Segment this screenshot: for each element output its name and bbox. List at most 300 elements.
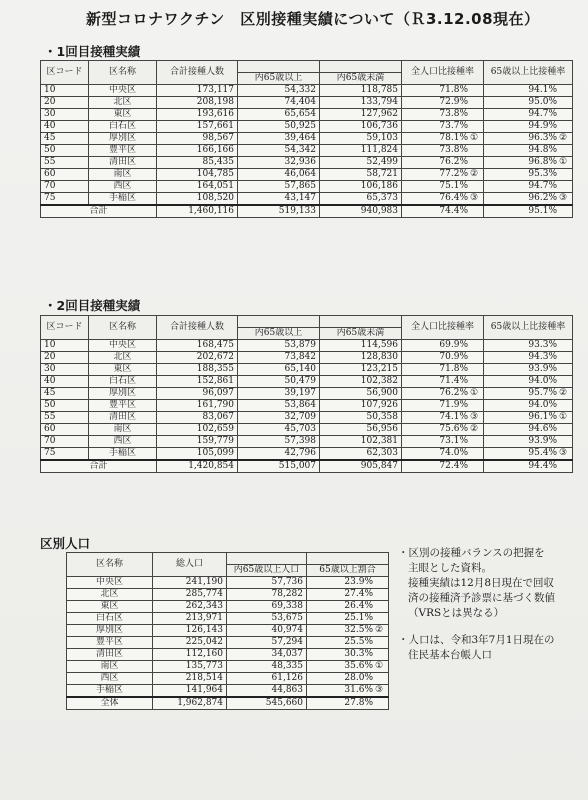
table-row — [41, 340, 573, 352]
total-total: 1,460,116 — [157, 205, 238, 218]
cell-over65: 44,863 — [227, 685, 307, 698]
cell-name: 西区 — [89, 181, 157, 193]
table-row — [67, 637, 389, 649]
cell-rate-all-value: 71.4% — [439, 376, 468, 386]
cell-over65: 40,974 — [227, 625, 307, 637]
table-row — [67, 673, 389, 685]
cell-rate-all-value: 78.1% — [439, 133, 468, 143]
table-row — [41, 412, 573, 424]
cell-over65: 65,654 — [238, 109, 320, 121]
cell-rate-65-value: 94.6% — [528, 424, 557, 434]
cell-rate-65 — [484, 340, 573, 352]
header-rate-65: 65歳以上比接種率 — [484, 316, 573, 340]
cell-code: 45 — [41, 388, 89, 400]
cell-name: 厚別区 — [67, 625, 153, 637]
note-line: 主眼とした資料。 — [408, 562, 492, 574]
total-label: 全体 — [67, 697, 153, 710]
table-row — [41, 157, 573, 169]
cell-rate-all — [402, 448, 484, 461]
cell-code: 20 — [41, 352, 89, 364]
cell-rate-65 — [484, 157, 573, 169]
dose2-heading: ・2回目接種実績 — [44, 298, 141, 313]
cell-rate-all-value: 69.9% — [439, 340, 468, 350]
note-line: （VRSとは異なる） — [408, 607, 505, 619]
cell-total: 102,659 — [157, 424, 238, 436]
population-heading: 区別人口 — [40, 536, 91, 551]
header-rate-65: 65歳以上比接種率 — [484, 61, 573, 85]
cell-over65: 32,709 — [238, 412, 320, 424]
rank-mark: ② — [470, 169, 479, 179]
cell-ratio — [307, 673, 389, 685]
cell-name: 厚別区 — [89, 133, 157, 145]
cell-rate-all-value: 71.8% — [439, 85, 468, 95]
table-row — [67, 685, 389, 698]
cell-over65: 65,140 — [238, 364, 320, 376]
cell-under65: 102,382 — [320, 376, 402, 388]
cell-rate-all — [402, 133, 484, 145]
cell-ratio-value: 30.3% — [344, 649, 373, 659]
table-row — [67, 613, 389, 625]
table-row — [41, 169, 573, 181]
table-row — [41, 193, 573, 206]
cell-code: 70 — [41, 436, 89, 448]
cell-total: 173,117 — [157, 85, 238, 97]
cell-ratio — [307, 661, 389, 673]
cell-rate-65-value: 95.0% — [528, 97, 557, 107]
cell-total: 218,514 — [153, 673, 227, 685]
cell-under65: 111,824 — [320, 145, 402, 157]
cell-rate-65-value: 94.0% — [528, 376, 557, 386]
rank-mark: ② — [470, 424, 479, 434]
cell-rate-65 — [484, 388, 573, 400]
header-over65: 内65歳以上 — [238, 73, 320, 85]
cell-name: 豊平区 — [89, 145, 157, 157]
cell-total: 159,779 — [157, 436, 238, 448]
cell-rate-65-value: 95.4% — [528, 448, 557, 458]
cell-ratio-value: 35.6% — [344, 661, 373, 671]
cell-total: 262,343 — [153, 601, 227, 613]
total-label: 合計 — [41, 460, 157, 473]
table-row — [41, 181, 573, 193]
header-code: 区コード — [41, 316, 89, 340]
cell-rate-65-value: 95.3% — [528, 169, 557, 179]
cell-code: 20 — [41, 97, 89, 109]
table-row — [41, 424, 573, 436]
cell-rate-all — [402, 340, 484, 352]
cell-ratio — [307, 577, 389, 589]
note-line: ・区別の接種バランスの把握を — [398, 547, 545, 559]
cell-name: 豊平区 — [89, 400, 157, 412]
total-rate-all — [402, 460, 484, 473]
table-row — [41, 436, 573, 448]
cell-total: 152,861 — [157, 376, 238, 388]
cell-name: 白石区 — [89, 121, 157, 133]
cell-ratio-value: 27.4% — [344, 589, 373, 599]
cell-code: 75 — [41, 448, 89, 461]
table-row — [41, 145, 573, 157]
cell-name: 中央区 — [89, 340, 157, 352]
rank-mark: ③ — [559, 193, 568, 203]
cell-over65: 42,796 — [238, 448, 320, 461]
cell-over65: 57,294 — [227, 637, 307, 649]
cell-ratio-value: 25.5% — [344, 637, 373, 647]
dose1-body — [41, 85, 573, 218]
total-over65: 515,007 — [238, 460, 320, 473]
cell-code: 40 — [41, 376, 89, 388]
cell-under65: 128,830 — [320, 352, 402, 364]
cell-rate-65-value: 94.1% — [528, 85, 557, 95]
header-name: 区名称 — [89, 61, 157, 85]
cell-code: 70 — [41, 181, 89, 193]
cell-under65: 133,794 — [320, 97, 402, 109]
cell-over65: 43,147 — [238, 193, 320, 206]
cell-ratio — [307, 613, 389, 625]
cell-total: 202,672 — [157, 352, 238, 364]
cell-ratio — [307, 637, 389, 649]
table-row — [41, 388, 573, 400]
cell-total: 188,355 — [157, 364, 238, 376]
cell-total: 104,785 — [157, 169, 238, 181]
total-row — [41, 460, 573, 473]
cell-name: 東区 — [89, 364, 157, 376]
cell-rate-65 — [484, 109, 573, 121]
cell-ratio-value: 23.9% — [344, 577, 373, 587]
cell-total: 126,143 — [153, 625, 227, 637]
cell-code: 30 — [41, 364, 89, 376]
cell-over65: 45,703 — [238, 424, 320, 436]
cell-rate-65 — [484, 400, 573, 412]
cell-name: 西区 — [89, 436, 157, 448]
rank-mark: ① — [559, 157, 568, 167]
cell-rate-65 — [484, 85, 573, 97]
cell-name: 清田区 — [89, 412, 157, 424]
total-row — [41, 205, 573, 218]
cell-code: 60 — [41, 169, 89, 181]
cell-name: 清田区 — [89, 157, 157, 169]
cell-total: 96,097 — [157, 388, 238, 400]
cell-total: 168,475 — [157, 340, 238, 352]
cell-under65: 62,303 — [320, 448, 402, 461]
cell-rate-all — [402, 193, 484, 206]
total-label: 合計 — [41, 205, 157, 218]
cell-over65: 53,879 — [238, 340, 320, 352]
cell-rate-65 — [484, 424, 573, 436]
cell-rate-all — [402, 169, 484, 181]
cell-rate-all — [402, 157, 484, 169]
cell-rate-all — [402, 181, 484, 193]
total-under65: 905,847 — [320, 460, 402, 473]
cell-name: 南区 — [89, 169, 157, 181]
cell-over65: 78,282 — [227, 589, 307, 601]
cell-total: 85,435 — [157, 157, 238, 169]
cell-rate-65-value: 96.2% — [528, 193, 557, 203]
cell-rate-65-value: 95.7% — [528, 388, 557, 398]
cell-total: 285,774 — [153, 589, 227, 601]
cell-total: 83,067 — [157, 412, 238, 424]
cell-under65: 107,926 — [320, 400, 402, 412]
population-table — [66, 552, 389, 710]
table-row — [41, 133, 573, 145]
table-row — [41, 121, 573, 133]
cell-code: 60 — [41, 424, 89, 436]
cell-name: 手稲区 — [89, 193, 157, 206]
cell-code: 50 — [41, 145, 89, 157]
header-rate-all: 全人口比接種率 — [402, 61, 484, 85]
pop-header-name: 区名称 — [67, 553, 153, 577]
cell-total: 164,051 — [157, 181, 238, 193]
cell-rate-65 — [484, 376, 573, 388]
dose1-heading: ・1回目接種実績 — [44, 44, 141, 59]
cell-over65: 53,864 — [238, 400, 320, 412]
cell-rate-65 — [484, 436, 573, 448]
cell-total: 105,099 — [157, 448, 238, 461]
rank-mark: ② — [559, 388, 568, 398]
header-rate-all: 全人口比接種率 — [402, 316, 484, 340]
header-code: 区コード — [41, 61, 89, 85]
header-name: 区名称 — [89, 316, 157, 340]
cell-over65: 61,126 — [227, 673, 307, 685]
rank-mark: ③ — [470, 193, 479, 203]
cell-under65: 106,186 — [320, 181, 402, 193]
notes — [398, 546, 578, 675]
cell-rate-all — [402, 400, 484, 412]
cell-under65: 50,358 — [320, 412, 402, 424]
cell-rate-all-value: 73.7% — [439, 121, 468, 131]
cell-over65: 73,842 — [238, 352, 320, 364]
cell-rate-all-value: 76.4% — [439, 193, 468, 203]
total-total: 1,420,854 — [157, 460, 238, 473]
cell-name: 清田区 — [67, 649, 153, 661]
note-line: 接種実績は12月8日現在で回収 — [408, 577, 555, 589]
cell-rate-all-value: 73.8% — [439, 109, 468, 119]
cell-under65: 102,381 — [320, 436, 402, 448]
cell-over65: 57,398 — [238, 436, 320, 448]
cell-rate-65 — [484, 364, 573, 376]
cell-ratio-value: 31.6% — [344, 685, 373, 695]
total-over65: 545,660 — [227, 697, 307, 710]
cell-total: 161,790 — [157, 400, 238, 412]
cell-code: 10 — [41, 85, 89, 97]
cell-rate-65 — [484, 133, 573, 145]
dose2-body — [41, 340, 573, 473]
cell-total: 135,773 — [153, 661, 227, 673]
cell-rate-65 — [484, 181, 573, 193]
cell-over65: 57,736 — [227, 577, 307, 589]
total-rate-65-value: 95.1% — [528, 206, 557, 216]
cell-rate-all-value: 72.9% — [439, 97, 468, 107]
header-over65: 内65歳以上 — [238, 328, 320, 340]
cell-rate-all — [402, 364, 484, 376]
cell-over65: 50,479 — [238, 376, 320, 388]
cell-rate-65-value: 93.3% — [528, 340, 557, 350]
cell-total: 157,661 — [157, 121, 238, 133]
cell-rate-all — [402, 85, 484, 97]
table-row — [41, 376, 573, 388]
cell-rate-65-value: 93.9% — [528, 436, 557, 446]
cell-over65: 74,404 — [238, 97, 320, 109]
cell-ratio — [307, 649, 389, 661]
cell-total: 108,520 — [157, 193, 238, 206]
total-total: 1,962,874 — [153, 697, 227, 710]
cell-name: 西区 — [67, 673, 153, 685]
cell-code: 40 — [41, 121, 89, 133]
header-under65: 内65歳未満 — [320, 328, 402, 340]
cell-rate-all-value: 71.9% — [439, 400, 468, 410]
cell-under65: 114,596 — [320, 340, 402, 352]
cell-under65: 118,785 — [320, 85, 402, 97]
cell-code: 75 — [41, 193, 89, 206]
cell-rate-all — [402, 97, 484, 109]
total-over65: 519,133 — [238, 205, 320, 218]
cell-over65: 50,925 — [238, 121, 320, 133]
cell-name: 北区 — [89, 97, 157, 109]
cell-code: 55 — [41, 412, 89, 424]
cell-under65: 56,956 — [320, 424, 402, 436]
total-rate-65-value: 94.4% — [528, 461, 557, 471]
cell-rate-all-value: 75.1% — [439, 181, 468, 191]
table-row — [41, 97, 573, 109]
cell-rate-all-value: 73.8% — [439, 145, 468, 155]
cell-total: 241,190 — [153, 577, 227, 589]
table-row — [67, 601, 389, 613]
population-body — [67, 577, 389, 710]
rank-mark: ① — [470, 388, 479, 398]
rank-mark: ③ — [375, 685, 384, 695]
pop-header-ratio: 65歳以上割合 — [307, 565, 389, 577]
cell-rate-all — [402, 424, 484, 436]
document-title: 新型コロナワクチン 区別接種実績について（Ｒ3.12.08現在） — [86, 10, 540, 28]
cell-rate-65-value: 94.7% — [528, 181, 557, 191]
cell-over65: 54,342 — [238, 145, 320, 157]
cell-rate-all-value: 73.1% — [439, 436, 468, 446]
cell-name: 南区 — [89, 424, 157, 436]
cell-total: 193,616 — [157, 109, 238, 121]
cell-over65: 46,064 — [238, 169, 320, 181]
cell-ratio — [307, 685, 389, 698]
cell-rate-65-value: 96.3% — [528, 133, 557, 143]
cell-ratio — [307, 589, 389, 601]
table-row — [67, 577, 389, 589]
cell-name: 東区 — [67, 601, 153, 613]
cell-rate-all-value: 74.1% — [439, 412, 468, 422]
cell-name: 南区 — [67, 661, 153, 673]
note-line: 住民基本台帳人口 — [408, 649, 492, 661]
cell-over65: 53,675 — [227, 613, 307, 625]
table-row — [41, 448, 573, 461]
cell-rate-65 — [484, 121, 573, 133]
cell-rate-65-value: 94.9% — [528, 121, 557, 131]
cell-rate-65 — [484, 97, 573, 109]
table-row — [41, 400, 573, 412]
cell-rate-65-value: 94.7% — [528, 109, 557, 119]
cell-under65: 127,962 — [320, 109, 402, 121]
cell-name: 東区 — [89, 109, 157, 121]
cell-ratio-value: 26.4% — [344, 601, 373, 611]
cell-under65: 123,215 — [320, 364, 402, 376]
cell-under65: 58,721 — [320, 169, 402, 181]
header-total: 合計接種人数 — [157, 316, 238, 340]
cell-total: 208,198 — [157, 97, 238, 109]
cell-total: 166,166 — [157, 145, 238, 157]
cell-under65: 52,499 — [320, 157, 402, 169]
total-rate-all-value: 72.4% — [439, 461, 468, 471]
table-row — [41, 352, 573, 364]
cell-rate-all — [402, 388, 484, 400]
cell-total: 98,567 — [157, 133, 238, 145]
cell-rate-65 — [484, 412, 573, 424]
cell-rate-all — [402, 145, 484, 157]
header-under65: 内65歳未満 — [320, 73, 402, 85]
cell-rate-65-value: 96.8% — [528, 157, 557, 167]
cell-total: 213,971 — [153, 613, 227, 625]
cell-rate-65-value: 96.1% — [528, 412, 557, 422]
cell-rate-all — [402, 121, 484, 133]
cell-rate-all — [402, 412, 484, 424]
cell-rate-65 — [484, 169, 573, 181]
cell-name: 白石区 — [89, 376, 157, 388]
total-under65: 940,983 — [320, 205, 402, 218]
cell-name: 中央区 — [89, 85, 157, 97]
rank-mark: ③ — [470, 412, 479, 422]
cell-ratio-value: 28.0% — [344, 673, 373, 683]
note-line: 済の接種済予診票に基づく数値 — [408, 592, 555, 604]
cell-rate-all — [402, 436, 484, 448]
cell-under65: 106,736 — [320, 121, 402, 133]
dose2-table — [40, 315, 573, 473]
cell-under65: 56,900 — [320, 388, 402, 400]
total-ratio-value: 27.8% — [344, 698, 373, 708]
cell-rate-65 — [484, 193, 573, 206]
cell-rate-65-value: 94.3% — [528, 352, 557, 362]
cell-ratio — [307, 601, 389, 613]
rank-mark: ① — [375, 661, 384, 671]
cell-under65: 65,373 — [320, 193, 402, 206]
dose1-table — [40, 60, 573, 218]
total-row — [67, 697, 389, 710]
table-row — [41, 364, 573, 376]
cell-rate-65-value: 94.8% — [528, 145, 557, 155]
cell-over65: 48,335 — [227, 661, 307, 673]
cell-ratio-value: 32.5% — [344, 625, 373, 635]
cell-name: 北区 — [89, 352, 157, 364]
cell-rate-all — [402, 376, 484, 388]
cell-rate-all-value: 77.2% — [439, 169, 468, 179]
cell-rate-all-value: 74.0% — [439, 448, 468, 458]
rank-mark: ③ — [559, 448, 568, 458]
cell-rate-all-value: 75.6% — [439, 424, 468, 434]
total-ratio — [307, 697, 389, 710]
cell-total: 141,964 — [153, 685, 227, 698]
cell-rate-65-value: 94.0% — [528, 400, 557, 410]
cell-rate-all — [402, 109, 484, 121]
cell-code: 55 — [41, 157, 89, 169]
cell-over65: 39,464 — [238, 133, 320, 145]
cell-name: 厚別区 — [89, 388, 157, 400]
header-total: 合計接種人数 — [157, 61, 238, 85]
cell-name: 手稲区 — [67, 685, 153, 698]
cell-rate-65-value: 93.9% — [528, 364, 557, 374]
cell-ratio-value: 25.1% — [344, 613, 373, 623]
note-line: ・人口は、令和3年7月1日現在の — [398, 634, 555, 646]
cell-over65: 39,197 — [238, 388, 320, 400]
table-row — [67, 625, 389, 637]
cell-code: 50 — [41, 400, 89, 412]
cell-rate-all-value: 76.2% — [439, 388, 468, 398]
cell-name: 豊平区 — [67, 637, 153, 649]
rank-mark: ② — [559, 133, 568, 143]
pop-header-over65: 内65歳以上人口 — [227, 565, 307, 577]
cell-over65: 69,338 — [227, 601, 307, 613]
